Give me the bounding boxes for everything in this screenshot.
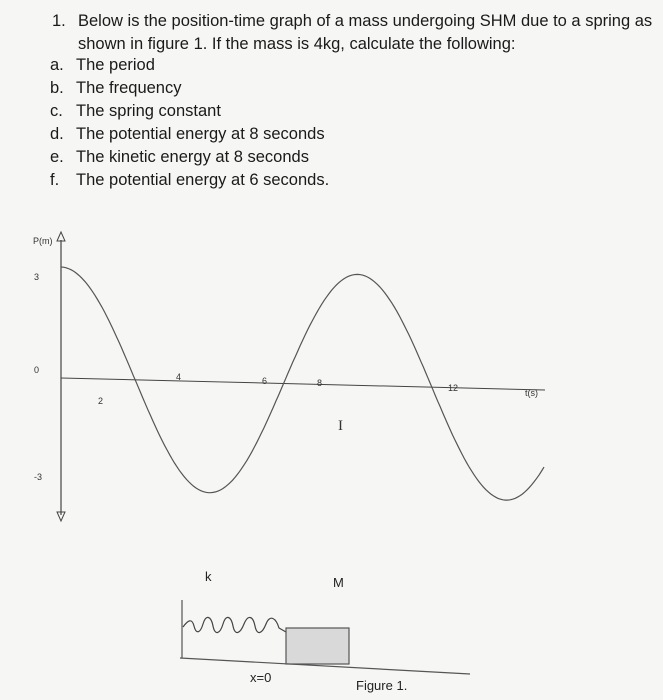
part-letter: a.	[50, 56, 64, 74]
y-tick-label: -3	[34, 472, 43, 482]
x-axis	[61, 378, 545, 390]
part-text: The kinetic energy at 8 seconds	[76, 148, 309, 166]
x-tick-label: 6	[262, 376, 268, 386]
x-axis-label: t(s)	[525, 388, 538, 398]
part-letter: f.	[50, 171, 60, 189]
part-text: The potential energy at 6 seconds.	[76, 171, 330, 189]
y-axis-arrow-top	[57, 232, 65, 241]
mass-block	[286, 628, 349, 664]
part-text: The period	[76, 56, 155, 74]
x-tick-label: 2	[98, 396, 104, 406]
spring	[183, 617, 286, 632]
text-cursor-icon: I	[338, 418, 343, 434]
spring-mass-figure	[180, 569, 470, 693]
part-letter: d.	[50, 125, 64, 143]
question-number: 1.	[52, 12, 66, 30]
part-letter: e.	[50, 148, 64, 166]
part-letter: c.	[50, 102, 63, 120]
part-text: The potential energy at 8 seconds	[76, 125, 325, 143]
figure-caption: Figure 1.	[356, 678, 408, 693]
part-text: The spring constant	[76, 102, 221, 120]
question-text-line1: Below is the position-time graph of a mass undergoing SHM due to a spring as	[78, 12, 653, 30]
part-text: The frequency	[76, 79, 182, 97]
y-axis-label: P(m)	[33, 236, 53, 246]
x-tick-label: 8	[317, 378, 323, 388]
position-time-graph	[33, 232, 545, 521]
x-tick-label: 12	[448, 383, 459, 393]
equilibrium-label: x=0	[250, 670, 272, 685]
question-text-line2: shown in figure 1. If the mass is 4kg, calculate the following:	[78, 35, 516, 53]
mass-label: M	[333, 575, 344, 590]
part-letter: b.	[50, 79, 64, 97]
y-tick-label: 0	[34, 365, 40, 375]
x-tick-label: 4	[176, 372, 182, 382]
y-tick-label: 3	[34, 272, 40, 282]
spring-constant-label: k	[205, 569, 212, 584]
